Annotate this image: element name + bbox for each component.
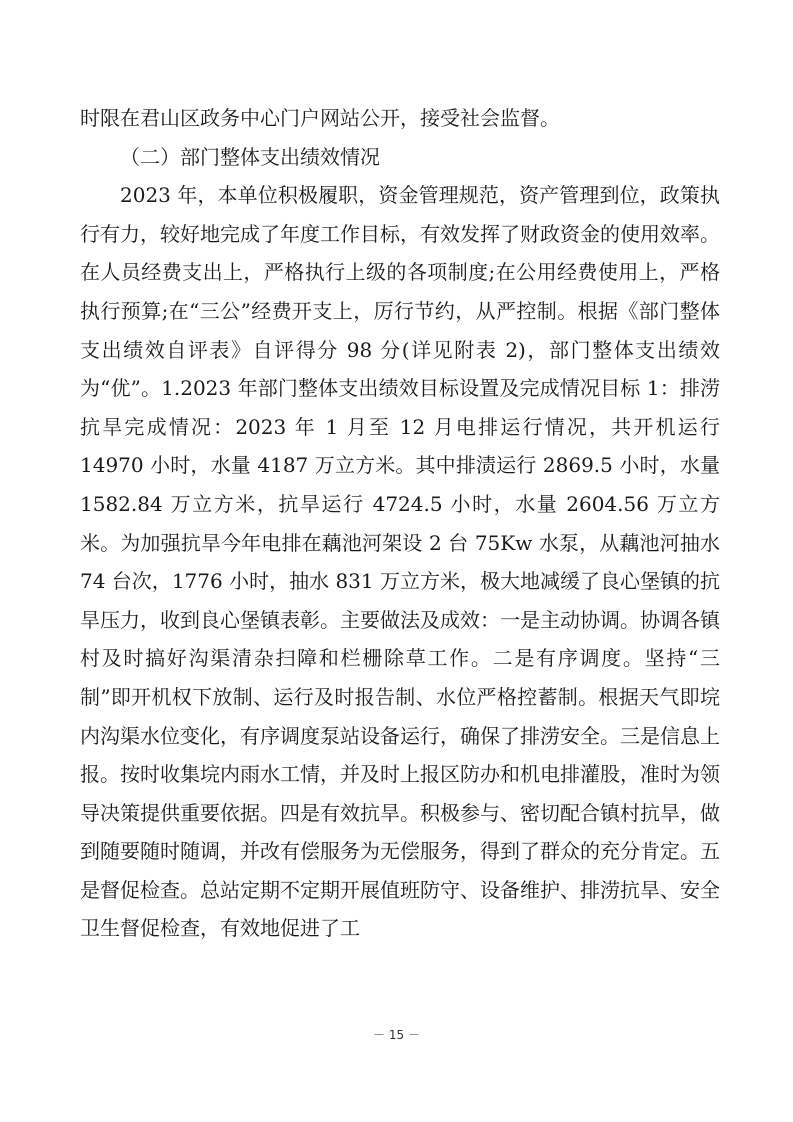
body-paragraph: 2023 年，本单位积极履职，资金管理规范，资产管理到位，政策执行有力，较好地完成了年度工作目标，有效发挥了财政资金的使用效率。在人员经费支出上，严格执行上级的各项制度;在公用经费使用上，严格执行预算;在“三公”经费开支上，厉行节约，从严控制。根据《部门整体支出绩效自评表》自评得分 98 分(详见附表 2)，部门整体支出绩效为“优”。1.2023 年部门整体支出绩效目标设置及完成情况目标 1：排涝抗旱完成情况：2023 年 1 月至 12 月电排运行情况，共开机运行 14970 小时，水量 4187 万立方米。其中排渍运行 2869.5 小时，水量 1582.84 万立方米，抗旱运行 4724.5 小时，水量 2604.56 万立方米。为加强抗旱今年电排在藕池河架设 2 台 75Kw 水泵，从藕池河抽水 74 台次，1776 小时，抽水 831 万立方米，极大地减缓了良心堡镇的抗旱压力，收到良心堡镇表彰。主要做法及成效：一是主动协调。协调各镇村及时搞好沟渠清杂扫障和栏栅除草工作。二是有序调度。坚持“三制”即开机权下放制、运行及时报告制、水位严格控蓄制。根据天气即垸内沟渠水位变化，有序调度泵站设备运行，确保了排涝安全。三是信息上报。按时收集垸内雨水工情，并及时上报区防办和机电排灌股，准时为领导决策提供重要依据。四是有效抗旱。积极参与、密切配合镇村抗旱，做到随要随时随调，并改有偿服务为无偿服务，得到了群众的充分肯定。五是督促检查。总站定期不定期开展值班防守、设备维护、排涝抗旱、安全卫生督促检查，有效地促进了工 xyxy=(80,183,720,941)
document-body xyxy=(80,99,720,948)
page-number: － 15 － xyxy=(373,1028,420,1042)
carry-over-line: 时限在君山区政务中心门户网站公开，接受社会监督。 xyxy=(80,106,560,130)
section-heading: （二）部门整体支出绩效情况 xyxy=(120,144,380,169)
